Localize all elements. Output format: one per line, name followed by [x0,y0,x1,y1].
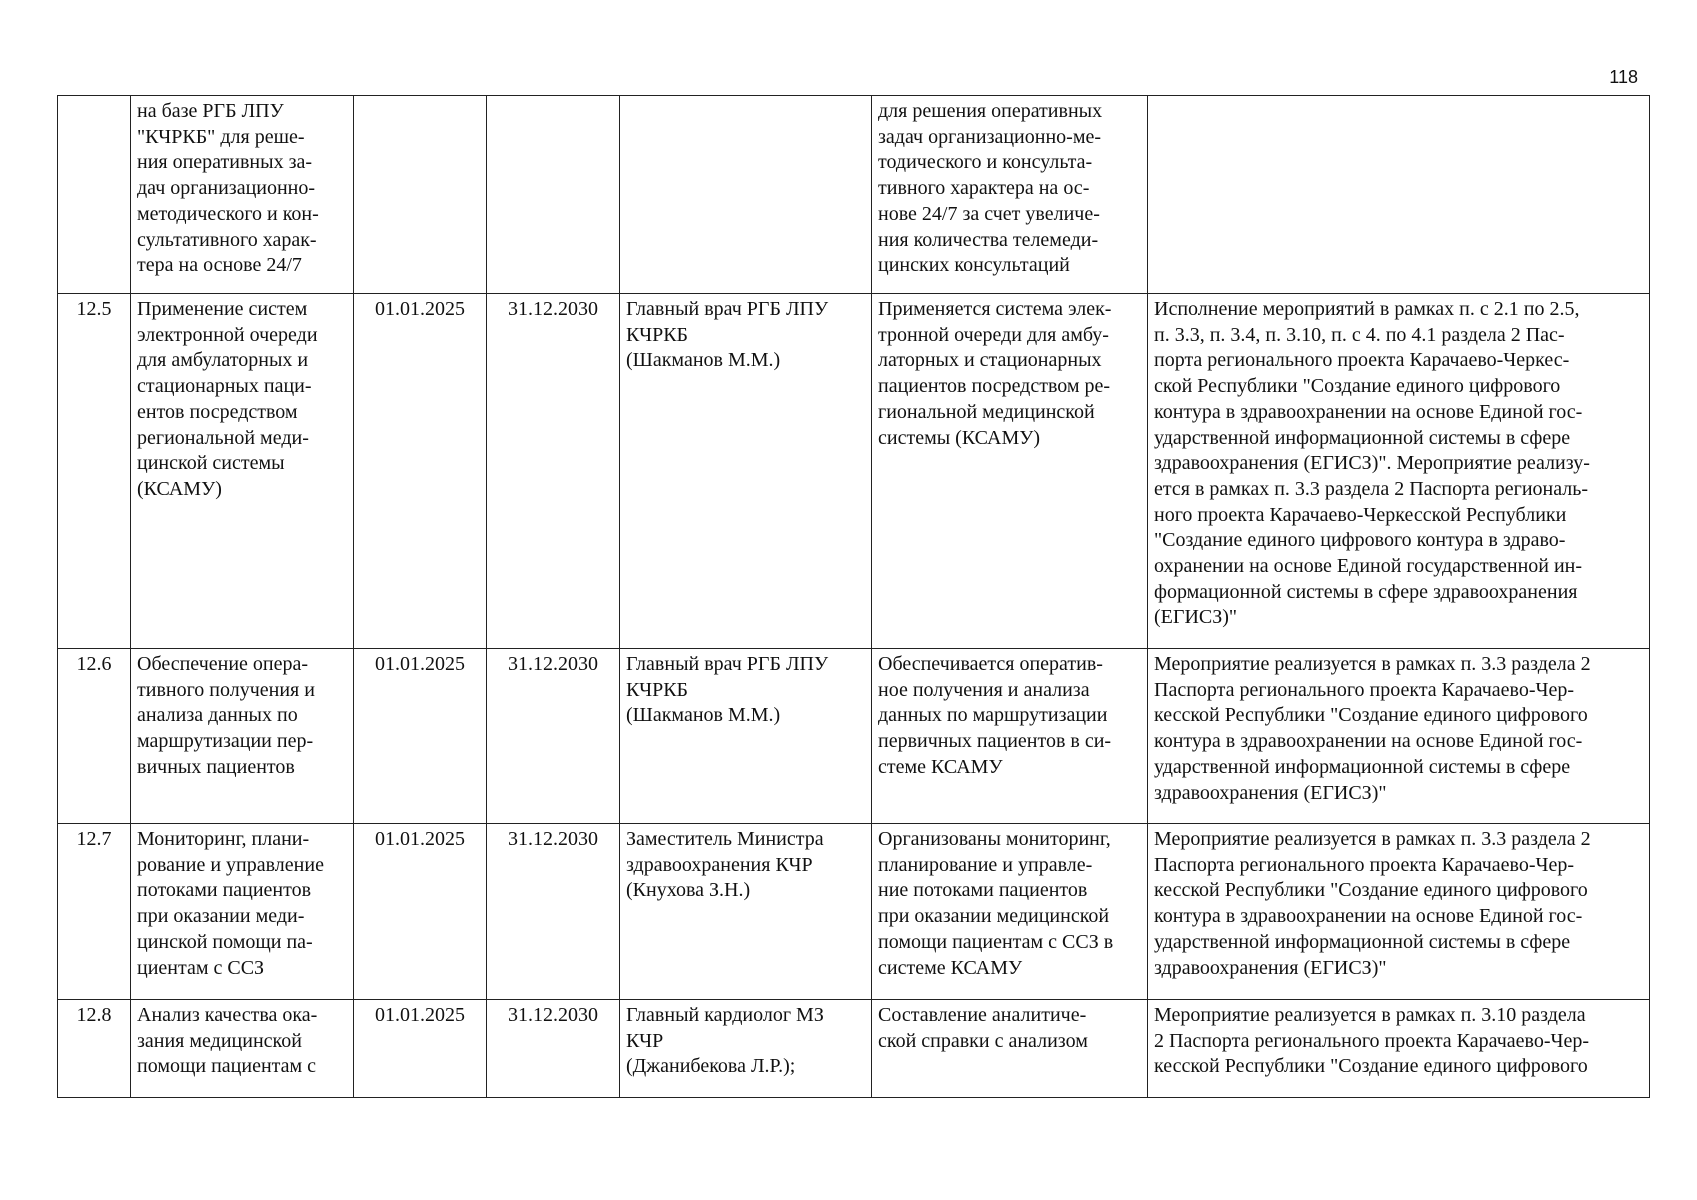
end-date-cell: 31.12.2030 [487,294,620,649]
action-cell: на базе РГБ ЛПУ "КЧРКБ" для реше- ния оперативных за- дач организационно- методического и кон- сультативного харак- тера на основе 24/7 [131,96,354,294]
result-cell: Организованы мониторинг, планирование и управле- ние потоками пациентов при оказании медицинской помощи пациентам с ССЗ в системе КСАМУ [872,824,1148,1000]
start-date-cell: 01.01.2025 [354,1000,487,1098]
note-cell [1148,96,1650,294]
note-cell: Мероприятие реализуется в рамках п. 3.3 раздела 2 Паспорта регионального проекта Карачаево-Чер- кесской Республики "Создание единого цифрового контура в здравоохранении на основе Единой гос- ударственной информационной системы в сфере здравоохранения (ЕГИСЗ)" [1148,824,1650,1000]
table-row [58,1000,1650,1098]
table-row [58,96,1650,294]
result-cell: Обеспечивается оператив- ное получения и анализа данных по маршрутизации первичных пациентов в си- стеме КСАМУ [872,649,1148,824]
table-row [58,824,1650,1000]
action-cell: Мониторинг, плани- рование и управление потоками пациентов при оказании меди- цинской помощи па- циентам с ССЗ [131,824,354,1000]
row-number: 12.8 [58,1000,131,1098]
result-cell: Составление аналитиче- ской справки с анализом [872,1000,1148,1098]
table-row [58,649,1650,824]
start-date-cell: 01.01.2025 [354,824,487,1000]
responsible-cell: Заместитель Министра здравоохранения КЧР (Кнухова З.Н.) [620,824,872,1000]
row-number: 12.5 [58,294,131,649]
responsible-cell: Главный врач РГБ ЛПУ КЧРКБ (Шакманов М.М.) [620,294,872,649]
end-date-cell [487,96,620,294]
note-cell: Исполнение мероприятий в рамках п. с 2.1 по 2.5, п. 3.3, п. 3.4, п. 3.10, п. с 4. по 4.1 раздела 2 Пас- порта регионального проекта Карачаево-Черкес- ской Республики "Создание единого цифрового контура в здравоохранении на основе Единой гос- ударственной информационной системы в сфере здравоохранения (ЕГИСЗ)". Мероприятие реализу- ется в рамках п. 3.3 раздела 2 Паспорта региональ- ного проекта Карачаево-Черкесской Республики "Создание единого цифрового контура в здраво- охранении на основе Единой государственной ин- формационной системы в сфере здравоохранения (ЕГИСЗ)" [1148,294,1650,649]
start-date-cell: 01.01.2025 [354,294,487,649]
responsible-cell: Главный кардиолог МЗ КЧР (Джанибекова Л.Р.); [620,1000,872,1098]
responsible-cell: Главный врач РГБ ЛПУ КЧРКБ (Шакманов М.М.) [620,649,872,824]
result-cell: для решения оперативных задач организационно-ме- тодического и консульта- тивного характера на ос- нове 24/7 за счет увеличе- ния количества телемеди- цинских консультаций [872,96,1148,294]
action-cell: Обеспечение опера- тивного получения и анализа данных по маршрутизации пер- вичных пациентов [131,649,354,824]
note-cell: Мероприятие реализуется в рамках п. 3.3 раздела 2 Паспорта регионального проекта Карачаево-Чер- кесской Республики "Создание единого цифрового контура в здравоохранении на основе Единой гос- ударственной информационной системы в сфере здравоохранения (ЕГИСЗ)" [1148,649,1650,824]
action-cell: Применение систем электронной очереди для амбулаторных и стационарных паци- ентов посредством региональной меди- цинской системы (КСАМУ) [131,294,354,649]
table-row [58,294,1650,649]
row-number [58,96,131,294]
end-date-cell: 31.12.2030 [487,649,620,824]
result-cell: Применяется система элек- тронной очереди для амбу- латорных и стационарных пациентов посредством ре- гиональной медицинской системы (КСАМУ) [872,294,1148,649]
row-number: 12.7 [58,824,131,1000]
note-cell: Мероприятие реализуется в рамках п. 3.10 раздела 2 Паспорта регионального проекта Карачаево-Чер- кесской Республики "Создание единого цифрового [1148,1000,1650,1098]
row-number: 12.6 [58,649,131,824]
action-cell: Анализ качества ока- зания медицинской помощи пациентам с [131,1000,354,1098]
page-number: 118 [1609,67,1638,87]
end-date-cell: 31.12.2030 [487,1000,620,1098]
responsible-cell [620,96,872,294]
measures-table [57,95,1650,1098]
start-date-cell: 01.01.2025 [354,649,487,824]
end-date-cell: 31.12.2030 [487,824,620,1000]
start-date-cell [354,96,487,294]
